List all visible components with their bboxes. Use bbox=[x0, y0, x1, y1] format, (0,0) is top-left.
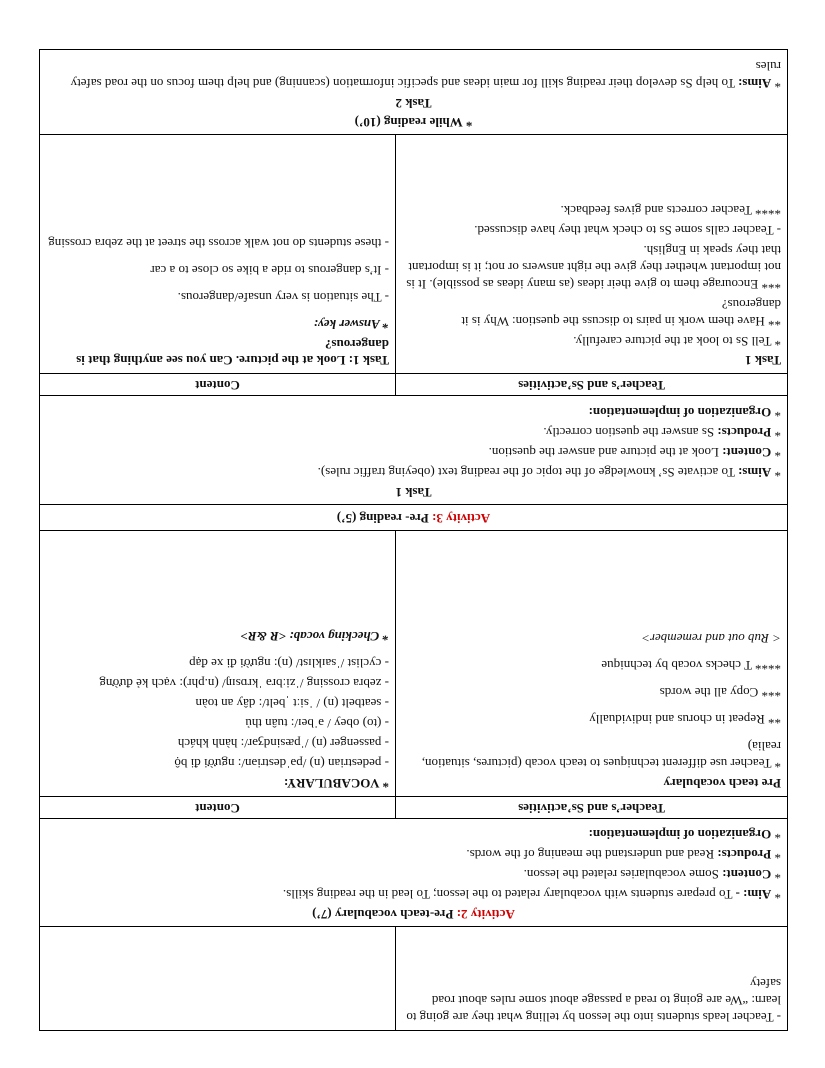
while-reading-row bbox=[40, 50, 787, 136]
activity3-task: Task 1 bbox=[395, 484, 432, 500]
vocab-item: - zebra crossing /ˈziːbrə ˈkrɒsɪŋ/ (n.phr): vạch kẻ đường bbox=[99, 676, 389, 692]
activity3-right-cell bbox=[40, 135, 395, 373]
activity3-info-row bbox=[40, 396, 787, 504]
activity2-org-label: Organization of implementation: bbox=[588, 827, 772, 843]
activity3-org: * Organization of implementation: bbox=[588, 405, 781, 421]
activity3-left-header: Teacher’s and Ss’activities bbox=[395, 374, 787, 395]
intro-cell bbox=[395, 927, 787, 1030]
activity3-title-row bbox=[40, 505, 787, 531]
activity2-left-p5: < Rub out and remember> bbox=[641, 631, 781, 647]
activity2-title-rest: Pre-teach vocabulary (7’) bbox=[312, 907, 454, 922]
activity2-header bbox=[40, 819, 787, 926]
activity3-title bbox=[40, 505, 787, 530]
activity3-left-p5: **** Teacher corrects and gives feedback. bbox=[560, 203, 781, 219]
activity3-left-p3: *** Encourage them to give their ideas (as many ideas as possible). It is not important whether they give the right answers or not; it is important that they speak in English. bbox=[406, 243, 781, 292]
activity2-header-row bbox=[40, 819, 787, 927]
vocab-item: - (to) obey / əˈbeɪ/: tuân thủ bbox=[245, 715, 389, 731]
activity3-title-rest: Pre- reading (5’) bbox=[336, 510, 429, 526]
activity3-left-cell bbox=[395, 135, 787, 373]
activity2-body bbox=[40, 531, 787, 797]
activity2-title bbox=[46, 905, 781, 922]
activity3-info bbox=[40, 396, 787, 503]
activity2-left-p3: *** Copy all the words bbox=[659, 685, 781, 701]
activity2-products: * Products: Read and understand the meaning of the words. bbox=[466, 847, 781, 863]
activity2-aim-label: Aim: - bbox=[735, 887, 772, 903]
activity3-right-heading: Task 1: Look at the picture. Can you see anything that is dangerous? bbox=[76, 336, 389, 369]
activity2-content-text: Some vocabularies related the lesson. bbox=[523, 867, 719, 883]
activity3-title-prefix: Activity 3: bbox=[432, 510, 491, 526]
activity3-columns-header bbox=[40, 374, 787, 396]
vocab-item: - pedestrian (n) /pəˈdestriən/: người đi bộ bbox=[174, 755, 389, 771]
lesson-plan-table bbox=[39, 49, 788, 1031]
vocab-item: - cyclist /ˈsaɪklɪst/ (n): người đi xe đạp bbox=[189, 656, 389, 672]
activity2-right-header: Content bbox=[195, 800, 240, 816]
activity3-products-label: Products: bbox=[717, 425, 772, 441]
activity2-products-label: Products: bbox=[717, 847, 772, 863]
activity2-left-header: Teacher’s and Ss’activities bbox=[395, 797, 787, 818]
activity3-right-header: Content bbox=[195, 378, 240, 394]
while-reading-title: * While reading (10’) bbox=[354, 115, 473, 131]
activity3-products: * Products: Ss answer the question correctly. bbox=[543, 425, 781, 441]
intro-empty-cell bbox=[40, 927, 395, 1030]
while-reading-aims-text: To help Ss develop their reading skill for main ideas and specific information (scanning) and help them focus on the road safety rules bbox=[70, 58, 781, 91]
while-reading-task: Task 2 bbox=[395, 95, 432, 111]
activity2-check-vocab: * Checking vocab: <R &R> bbox=[240, 629, 389, 645]
activity2-left-p2: ** Repeat in chorus and individually bbox=[589, 711, 781, 727]
activity2-content-label: Content: bbox=[722, 867, 772, 883]
activity3-answer-key: * Answer key: bbox=[313, 316, 389, 332]
activity3-left-p2: ** Have them work in pairs to discuss the question: Why is it dangerous? bbox=[461, 296, 781, 329]
vocab-item: - seatbelt (n) / ˈsiːt ˌbelt/: dây an toàn bbox=[195, 696, 389, 712]
activity2-columns-header bbox=[40, 797, 787, 819]
vocab-item: - passenger (n) /ˈpæsindʒər/: hành khách bbox=[177, 735, 389, 751]
activity3-left-p1: * Tell Ss to look at the picture carefully. bbox=[573, 333, 781, 349]
activity2-right-heading: * VOCABULARY: bbox=[283, 775, 389, 791]
while-reading-aims: * Aims: To help Ss develop their reading skill for main ideas and specific information (scanning) and help them focus on the road safety rules bbox=[70, 58, 781, 91]
activity3-content: * Content: Look at the picture and answer the question. bbox=[488, 444, 781, 460]
intro-row bbox=[40, 927, 787, 1030]
activity3-org-label: Organization of implementation: bbox=[588, 405, 772, 421]
activity2-title-prefix: Activity 2: bbox=[456, 907, 515, 922]
activity2-content: * Content: Some vocabularies related the lesson. bbox=[523, 867, 781, 883]
answer-item: - The situation is very unsafe/dangerous. bbox=[177, 289, 389, 305]
answer-item: - It’s dangerous to ride a bike so close to a car bbox=[150, 262, 389, 278]
answer-item: - these students do not walk across the street at the zebra crossing bbox=[48, 235, 389, 251]
activity2-aim: * Aim: - To prepare students with vocabulary related to the lesson; To lead in the reading skills. bbox=[282, 887, 781, 903]
activity3-aims-label: Aims: bbox=[738, 464, 772, 480]
activity3-body bbox=[40, 135, 787, 374]
activity3-aims-text: To activate Ss’ knowledge of the topic of the reading text (obeying traffic rules). bbox=[317, 464, 736, 480]
activity2-org: * Organization of implementation: bbox=[588, 827, 781, 843]
activity2-right-cell bbox=[40, 531, 395, 796]
activity3-products-text: Ss answer the question correctly. bbox=[543, 425, 715, 441]
activity2-products-text: Read and understand the meaning of the words. bbox=[466, 847, 715, 863]
activity2-left-p4: **** T checks vocab by technique bbox=[601, 658, 781, 674]
activity3-content-label: Content: bbox=[722, 444, 772, 460]
activity3-content-text: Look at the picture and answer the question. bbox=[488, 444, 719, 460]
activity2-aim-text: To prepare students with vocabulary related to the lesson; To lead in the reading skills. bbox=[282, 887, 733, 903]
activity3-aims: * Aims: To activate Ss’ knowledge of the topic of the reading text (obeying traffic rules). bbox=[317, 464, 781, 480]
activity3-left-p4: - Teacher calls some Ss to check what they have discussed. bbox=[474, 223, 781, 239]
while-reading-aims-label: Aims: bbox=[738, 75, 772, 91]
activity2-left-cell bbox=[395, 531, 787, 796]
while-reading bbox=[40, 50, 787, 135]
activity2-left-heading: Pre teach vocabulary bbox=[663, 775, 781, 791]
activity2-left-p1: * Teacher use different techniques to teach vocab (pictures, situation, realia) bbox=[421, 738, 781, 771]
intro-text: - Teacher leads students into the lesson by telling what they are going to learn: “We are going to read a passage about some rules about road safety bbox=[406, 976, 781, 1025]
activity3-left-heading: Task 1 bbox=[744, 353, 781, 369]
